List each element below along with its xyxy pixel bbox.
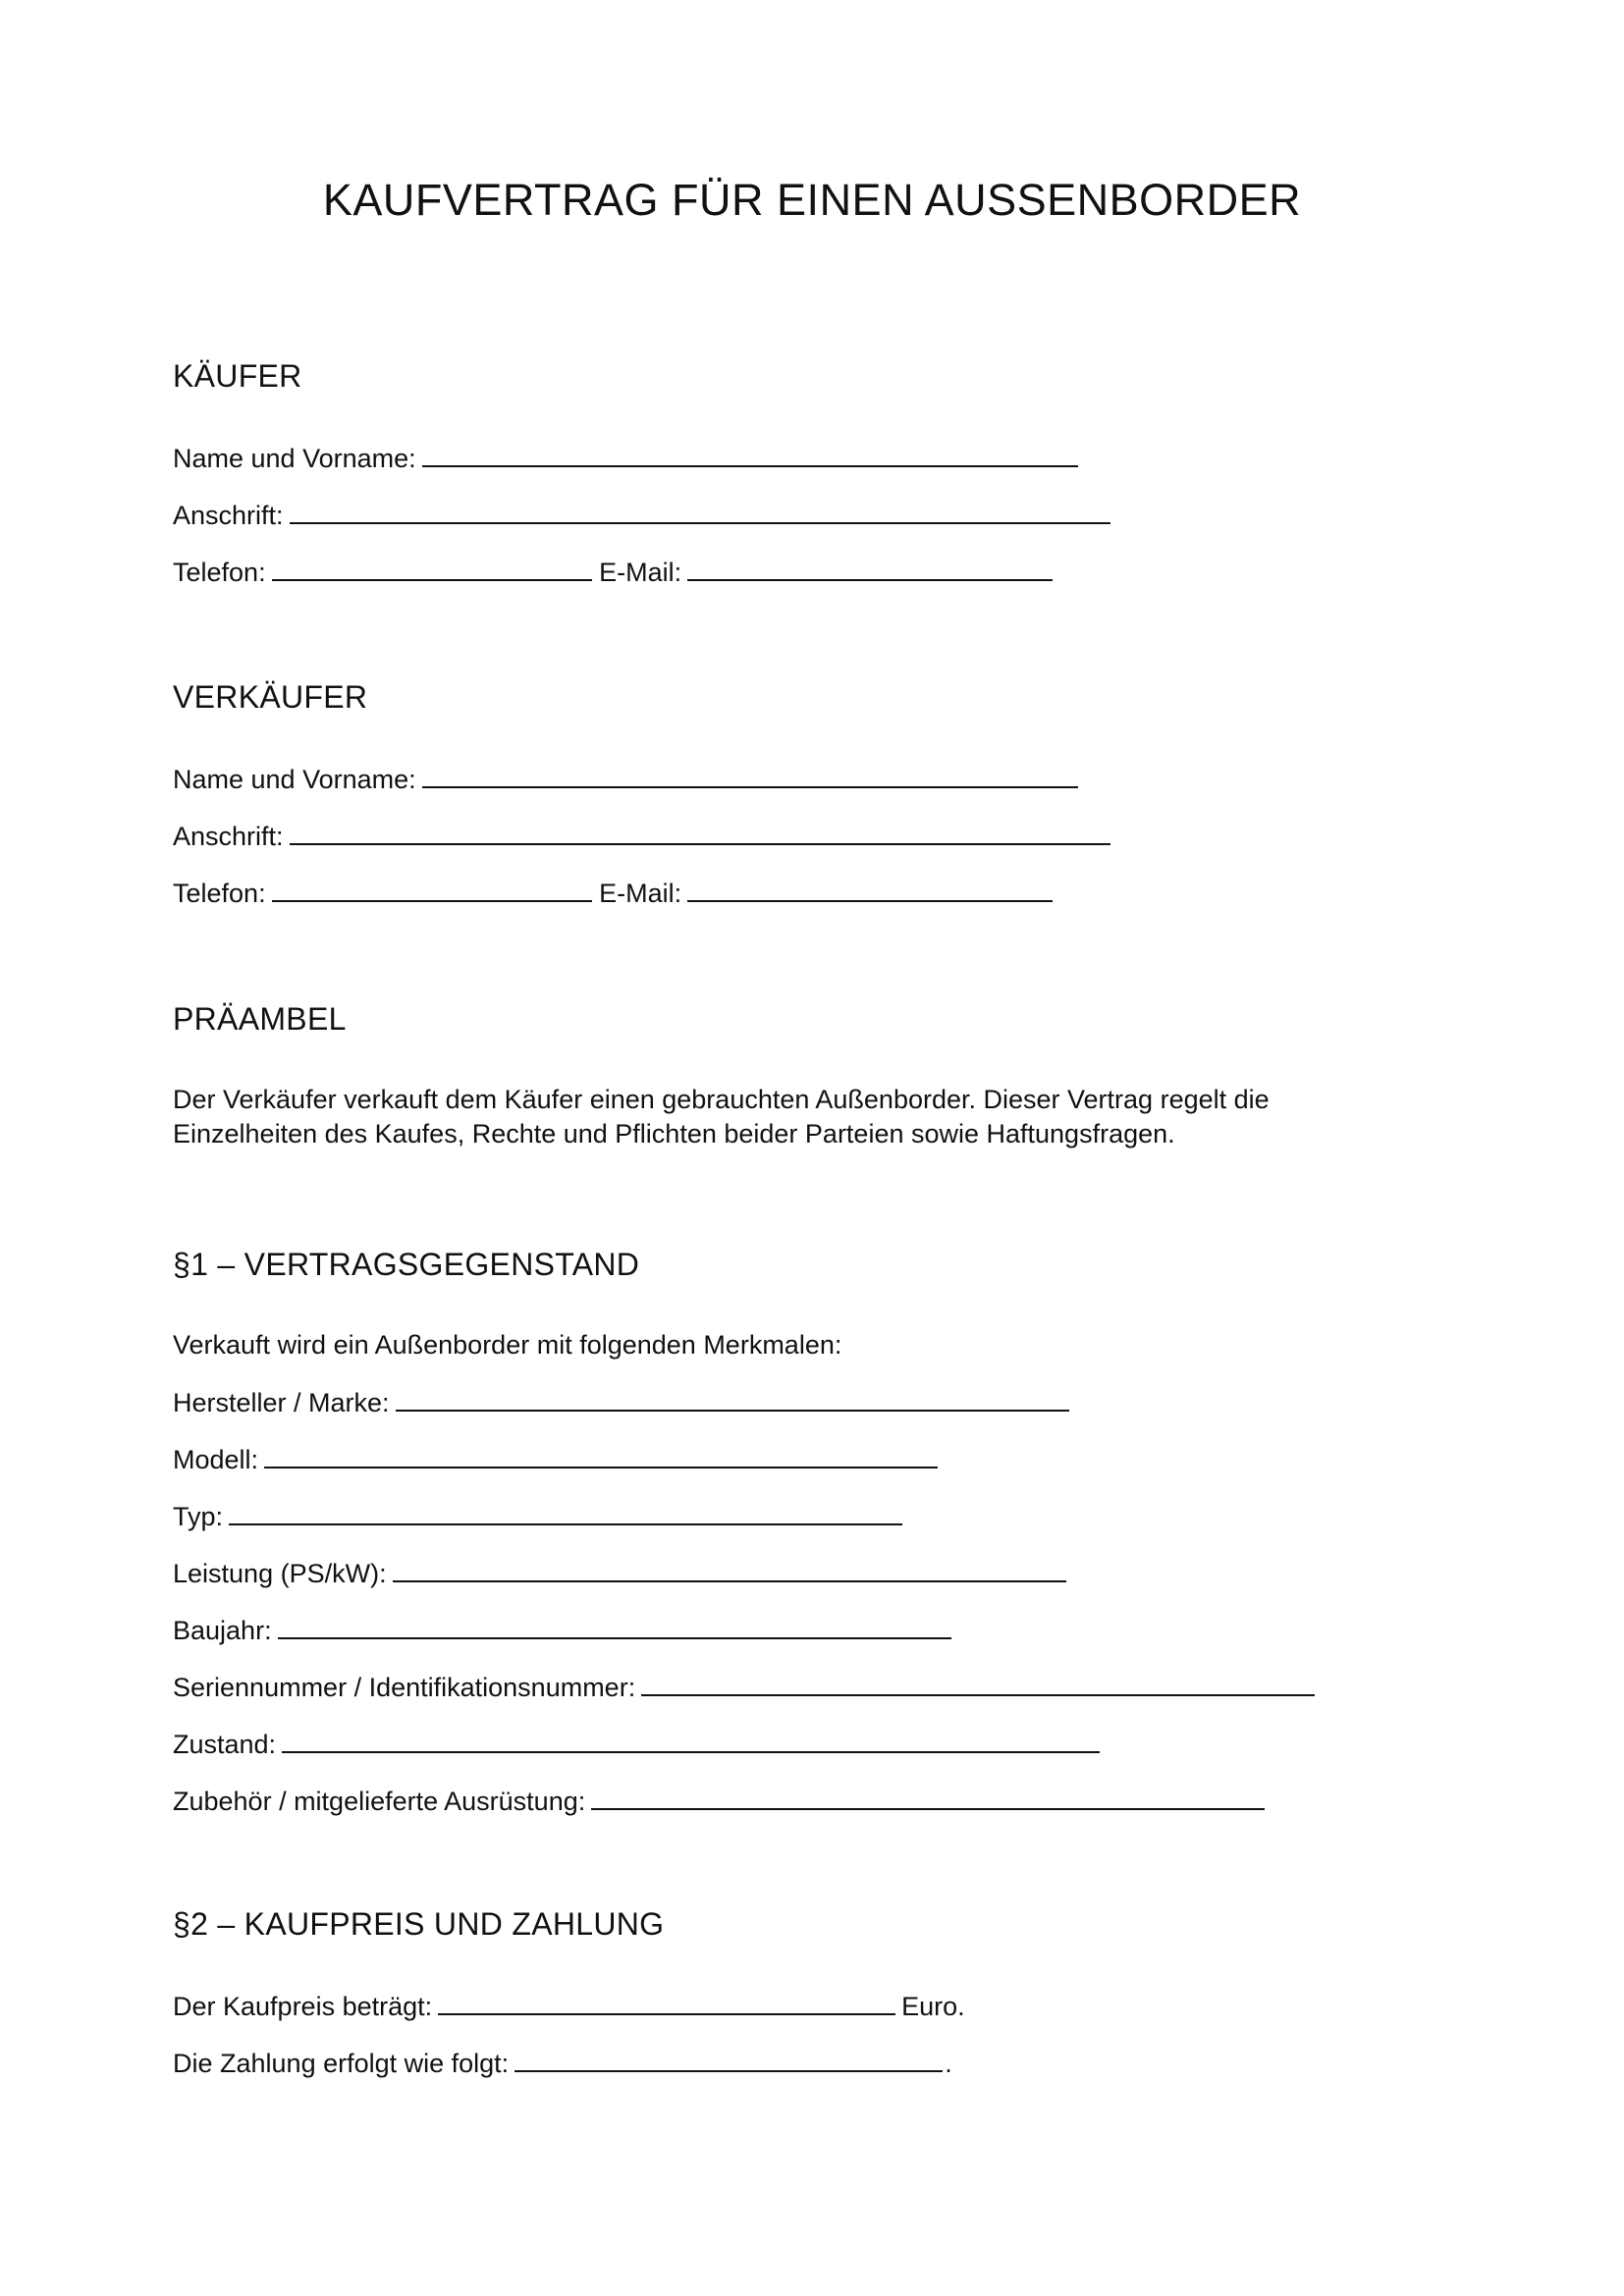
serial-label: Seriennummer / Identifikationsnummer: xyxy=(173,1673,636,1702)
model-label: Modell: xyxy=(173,1445,259,1474)
year-row xyxy=(173,1614,951,1646)
section1-intro: Verkauft wird ein Außenborder mit folgenden Merkmalen: xyxy=(173,1330,842,1360)
buyer-name-field[interactable] xyxy=(422,442,1078,467)
seller-address-label: Anschrift: xyxy=(173,822,284,851)
seller-phone-field[interactable] xyxy=(272,877,592,902)
manufacturer-row xyxy=(173,1386,1069,1418)
preamble-text: Der Verkäufer verkauft dem Käufer einen gebrauchten Außenborder. Dieser Vertrag regelt die Einzelheiten des Kaufes, Rechte und Pflichten beider Parteien sowie Haftungsfragen. xyxy=(173,1085,1270,1148)
model-row xyxy=(173,1443,938,1475)
serial-row xyxy=(173,1671,1315,1703)
condition-row xyxy=(173,1728,1100,1760)
seller-contact-row xyxy=(173,877,1053,909)
model-field[interactable] xyxy=(264,1443,938,1468)
power-row xyxy=(173,1557,1066,1589)
seller-address-row xyxy=(173,820,1110,852)
buyer-address-row xyxy=(173,499,1110,531)
year-label: Baujahr: xyxy=(173,1616,272,1645)
payment-field[interactable] xyxy=(514,2047,943,2072)
seller-address-field[interactable] xyxy=(290,820,1110,845)
buyer-heading: KÄUFER xyxy=(173,358,302,394)
buyer-address-field[interactable] xyxy=(290,499,1110,524)
seller-heading: VERKÄUFER xyxy=(173,679,368,715)
buyer-email-label: E-Mail: xyxy=(599,558,682,587)
payment-row xyxy=(173,2047,952,2079)
document-title: KAUFVERTRAG FÜR EINEN AUSSENBORDER xyxy=(322,175,1302,225)
buyer-phone-field[interactable] xyxy=(272,556,592,581)
buyer-email-field[interactable] xyxy=(687,556,1053,581)
type-field[interactable] xyxy=(229,1500,902,1525)
seller-name-field[interactable] xyxy=(422,763,1078,788)
price-row xyxy=(173,1990,965,2022)
buyer-address-label: Anschrift: xyxy=(173,501,284,530)
preamble-heading: PRÄAMBEL xyxy=(173,1001,347,1037)
manufacturer-field[interactable] xyxy=(396,1386,1069,1412)
year-field[interactable] xyxy=(278,1614,951,1639)
condition-label: Zustand: xyxy=(173,1730,277,1759)
section2-heading: §2 – KAUFPREIS UND ZAHLUNG xyxy=(173,1906,665,1942)
buyer-contact-row xyxy=(173,556,1053,588)
buyer-phone-label: Telefon: xyxy=(173,558,266,587)
accessories-label: Zubehör / mitgelieferte Ausrüstung: xyxy=(173,1787,586,1816)
serial-field[interactable] xyxy=(641,1671,1315,1696)
buyer-name-row xyxy=(173,442,1078,474)
seller-name-row xyxy=(173,763,1078,795)
type-row xyxy=(173,1500,902,1532)
price-unit: Euro. xyxy=(901,1992,965,2021)
seller-name-label: Name und Vorname: xyxy=(173,765,416,794)
price-field[interactable] xyxy=(438,1990,895,2015)
accessories-field[interactable] xyxy=(591,1785,1265,1810)
accessories-row xyxy=(173,1785,1265,1817)
buyer-name-label: Name und Vorname: xyxy=(173,444,416,473)
type-label: Typ: xyxy=(173,1502,224,1531)
seller-email-label: E-Mail: xyxy=(599,879,682,908)
price-label: Der Kaufpreis beträgt: xyxy=(173,1992,433,2021)
power-label: Leistung (PS/kW): xyxy=(173,1559,387,1588)
payment-label: Die Zahlung erfolgt wie folgt: xyxy=(173,2049,510,2078)
seller-phone-label: Telefon: xyxy=(173,879,266,908)
payment-end: . xyxy=(945,2049,952,2078)
manufacturer-label: Hersteller / Marke: xyxy=(173,1388,390,1417)
section1-heading: §1 – VERTRAGSGEGENSTAND xyxy=(173,1247,640,1282)
condition-field[interactable] xyxy=(282,1728,1100,1753)
seller-email-field[interactable] xyxy=(687,877,1053,902)
power-field[interactable] xyxy=(393,1557,1066,1582)
